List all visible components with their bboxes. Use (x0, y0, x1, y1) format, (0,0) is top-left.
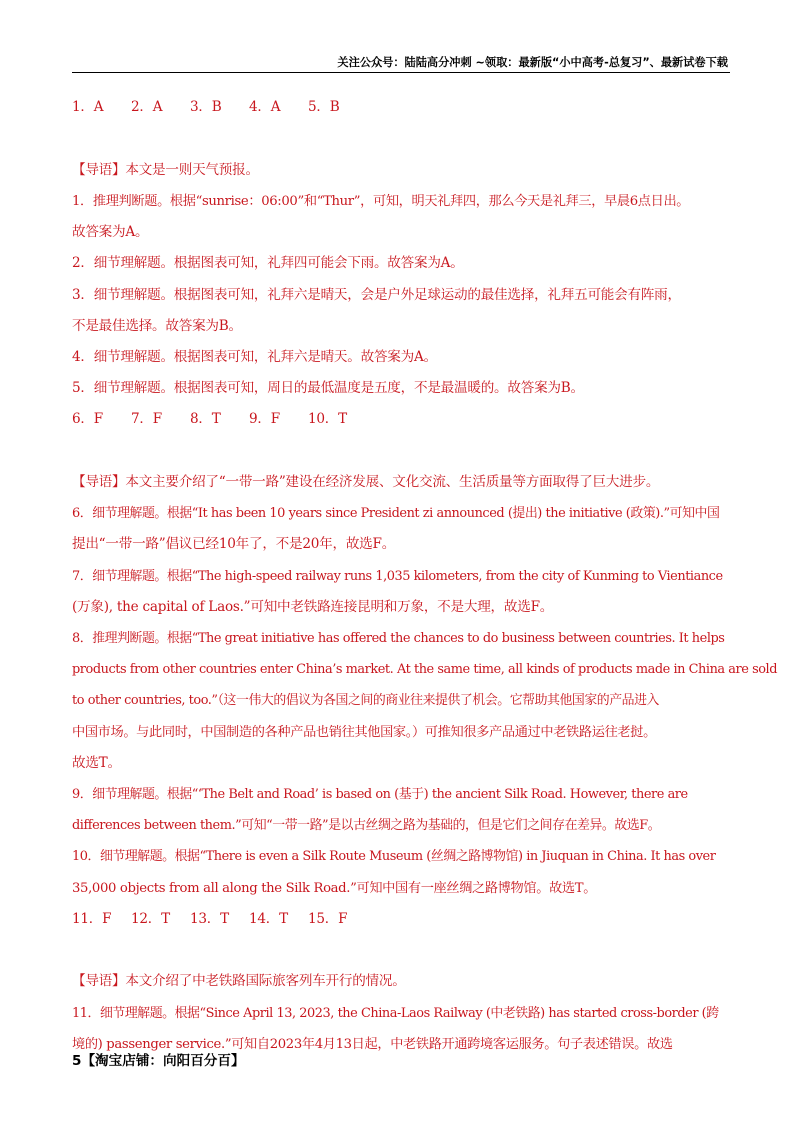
answer-item: 14．T (249, 910, 288, 927)
answer-row (72, 904, 734, 935)
answer-item: 5．B (308, 99, 340, 115)
explanation-line: 境的) passenger service.”可知自2023年4月13日起，中老铁路开通跨境客运服务。句子表述错误。故选 (72, 1036, 673, 1052)
answer-item: 4．A (249, 99, 281, 115)
explanation-line: 1．推理判断题。根据“sunrise：06:00”和“Thur”，可知，明天礼拜四，那么今天是礼拜三，早晨6点日出。 (72, 193, 690, 209)
explanation-line: 不是最佳选择。故答案为B。 (72, 317, 242, 334)
explanation-line: 故答案为A。 (72, 224, 149, 241)
explanation-line: differences between them.”可知“一带一路”是以古丝绸之路为基础的，但是它们之间存在差异。故选F。 (72, 818, 661, 834)
explanation-line: 5．细节理解题。根据图表可知，周日的最低温度是五度，不是最温暖的。故答案为B。 (72, 380, 584, 397)
explanation-line: 7．细节理解题。根据“The high-speed railway runs 1,035 kilometers, from the city of Kunming to Vientiance (72, 568, 723, 584)
answer-row (72, 404, 734, 435)
explanation-line: 8．推理判断题。根据“The great initiative has offered the chances to do business between countries. It helps (72, 631, 725, 646)
explanation-line: 中国市场。与此同时，中国制造的各种产品也销往其他国家。）可推知很多产品通过中老铁路运往老挝。 (72, 724, 656, 740)
answer-item: 11．F (72, 910, 112, 927)
answer-item: 12．T (131, 910, 170, 927)
answer-item: 9．F (249, 411, 280, 428)
blank-line (72, 435, 734, 467)
document-body (72, 92, 778, 1060)
explanation-line: 11．细节理解题。根据“Since April 13, 2023, the China-Laos Railway (中老铁路) has started cross-border (跨 (72, 1005, 719, 1021)
answer-item: 6．F (72, 411, 103, 428)
answer-item: 1．A (72, 99, 104, 115)
answer-item: 8．T (190, 411, 221, 428)
explanation-line: 9．细节理解题。根据“‘The Belt and Road’ is based on (基于) the ancient Silk Road. However, there are (72, 786, 688, 802)
explanation-line: products from other countries enter China’s market. At the same time, all kinds of products made in China are sold (72, 662, 778, 678)
page-footer: 5【淘宝店铺：向阳百分百】 (72, 1053, 245, 1069)
explanation-line: 10．细节理解题。根据“There is even a Silk Route Museum (丝绸之路博物馆) in Jiuquan in China. It has over (72, 849, 716, 865)
explanation-line: (万象), the capital of Laos.”可知中老铁路连接昆明和万象，不是大理，故选F。 (72, 598, 554, 615)
intro-line: 【导语】本文介绍了中老铁路国际旅客列车开行的情况。 (72, 973, 406, 990)
explanation-line: to other countries, too.”（这一伟大的倡议为各国之间的商业往来提供了机会。它帮助其他国家的产品进入 (72, 693, 659, 709)
intro-line: 【导语】本文主要介绍了“一带一路”建设在经济发展、文化交流、生活质量等方面取得了巨大进步。 (72, 474, 660, 491)
header-rule (72, 72, 730, 73)
answer-item: 3．B (190, 99, 222, 115)
explanation-line: 提出“一带一路”倡议已经10年了，不是20年，故选F。 (72, 536, 396, 553)
explanation-line: 4．细节理解题。根据图表可知，礼拜六是晴天。故答案为A。 (72, 348, 437, 365)
page-header: 关注公众号：陆陆高分冲刺 ~领取：最新版“小中高考-总复习”、最新试卷下载 (337, 56, 728, 69)
answer-item: 15．F (308, 910, 348, 927)
explanation-line: 2．细节理解题。根据图表可知，礼拜四可能会下雨。故答案为A。 (72, 255, 464, 272)
explanation-line: 故选T。 (72, 754, 121, 771)
explanation-line: 3．细节理解题。根据图表可知，礼拜六是晴天，会是户外足球运动的最佳选择，礼拜五可能会有阵雨， (72, 286, 681, 303)
answer-item: 13．T (190, 910, 229, 927)
blank-line (72, 935, 734, 967)
answer-item: 10．T (308, 411, 347, 428)
answer-row (72, 92, 734, 123)
answer-item: 2．A (131, 99, 163, 115)
blank-line (72, 123, 734, 155)
answer-item: 7．F (131, 411, 162, 428)
intro-line: 【导语】本文是一则天气预报。 (72, 161, 259, 178)
explanation-line: 6．细节理解题。根据“It has been 10 years since President zi announced (提出) the initiative (政策).”可知中国 (72, 506, 720, 522)
explanation-line: 35,000 objects from all along the Silk Road.”可知中国有一座丝绸之路博物馆。故选T。 (72, 880, 597, 896)
